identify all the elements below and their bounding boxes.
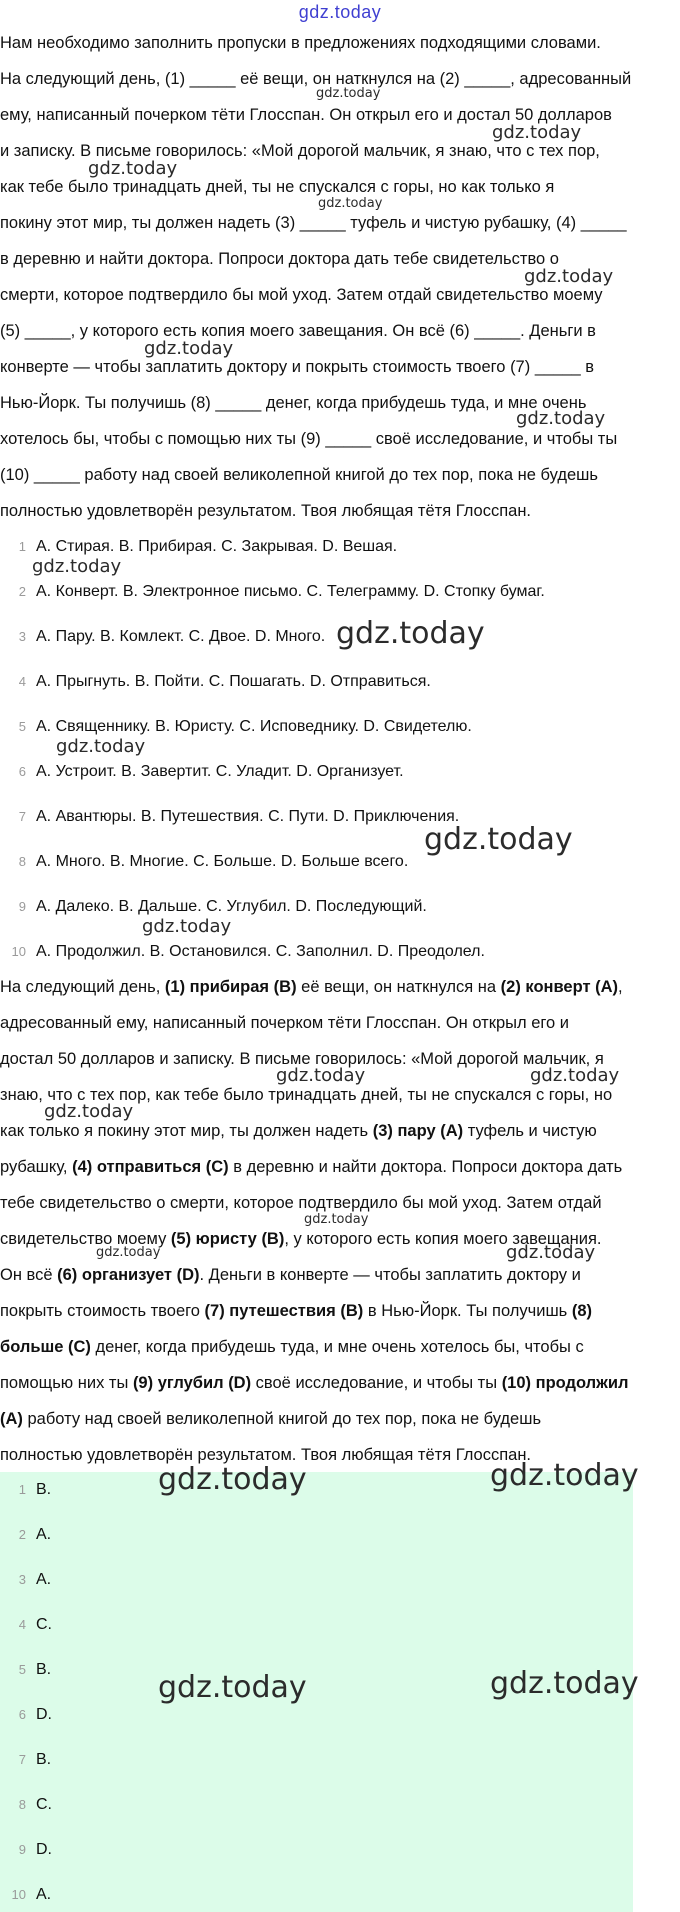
solution-text: ,: [618, 978, 623, 996]
answer-highlight: (5) юристу: [170, 1230, 257, 1248]
solution-line: достал 50 долларов и записку. В письме говорилось: «Мой дорогой мальчик, я: [0, 1050, 604, 1068]
option-number: 3: [18, 629, 26, 644]
answer-number: 10: [11, 1887, 26, 1902]
option-text: A. Пару. B. Комлект. C. Двое. D. Много.: [36, 628, 326, 645]
task-line: (5) _____, у которого есть копия моего завещания. Он всё (6) _____. Деньги в: [0, 322, 596, 340]
answer-highlight: (10) продолжил: [501, 1374, 629, 1392]
task-line: На следующий день, (1) _____ её вещи, он наткнулся на (2) _____, адресованный: [0, 70, 632, 88]
watermark: gdz.today: [44, 1101, 134, 1122]
solution-text: , у которого есть копия моего завещания.: [284, 1230, 602, 1248]
answer-value: C.: [36, 1616, 52, 1633]
solution-text: в деревню и найти доктора. Попроси доктора дать: [228, 1158, 623, 1176]
answer-number: 1: [18, 1482, 26, 1497]
answer-letter: (B): [261, 1230, 285, 1248]
option-number: 10: [11, 944, 26, 959]
solution-line: [0, 1372, 678, 1394]
answer-value: A.: [36, 1571, 52, 1588]
answer-value: B.: [36, 1661, 52, 1678]
watermark: gdz.today: [530, 1065, 620, 1086]
option-text: A. Много. B. Многие. C. Больше. D. Больше всего.: [36, 853, 409, 870]
watermark: gdz.today: [506, 1242, 596, 1263]
option-number: 2: [18, 584, 26, 599]
solution-line: [0, 976, 678, 998]
watermark: gdz.today: [144, 338, 234, 359]
answer-letter: (D): [228, 1374, 252, 1392]
solution-line: полностью удовлетворён результатом. Твоя любящая тётя Глосспан.: [0, 1446, 532, 1464]
option-text: A. Далеко. B. Дальше. C. Углубил. D. Последующий.: [36, 898, 427, 915]
solution-line: адресованный ему, написанный почерком тёти Глосспан. Он открыл его и: [0, 1014, 570, 1032]
option-number: 9: [18, 899, 26, 914]
solution-text: денег, когда прибудешь туда, и мне очень хотелось бы, чтобы с: [90, 1338, 584, 1356]
answer-row: [0, 1795, 400, 1815]
watermark: gdz.today: [158, 1462, 307, 1497]
answer-value: A.: [36, 1526, 52, 1543]
answer-row: [0, 1885, 400, 1905]
task-line: конверте — чтобы заплатить доктору и покрыть стоимость твоего (7) _____ в: [0, 358, 595, 376]
option-text: A. Авантюры. B. Путешествия. C. Пути. D. Приключения.: [36, 808, 460, 825]
option-number: 6: [18, 764, 26, 779]
option-text: A. Устроит. B. Завертит. C. Уладит. D. Организует.: [36, 763, 404, 780]
answer-highlight: (8): [571, 1302, 593, 1320]
answer-highlight: (4) отправиться: [72, 1158, 202, 1176]
solution-line: знаю, что с тех пор, как тебе было тринадцать дней, ты не спускался с горы, но: [0, 1086, 613, 1104]
solution-line: [0, 1408, 678, 1430]
answer-highlight: (2) конверт: [500, 978, 591, 996]
answer-number: 4: [18, 1617, 26, 1632]
watermark: gdz.today: [32, 556, 122, 577]
answer-number: 3: [18, 1572, 26, 1587]
watermark: gdz.today: [490, 1666, 639, 1701]
answer-letter: (A): [440, 1122, 464, 1140]
solution-text: туфель и чистую: [463, 1122, 597, 1140]
answer-number: 2: [18, 1527, 26, 1542]
answer-letter: (A): [0, 1410, 23, 1428]
option-row: [0, 852, 680, 872]
option-text: A. Продолжил. B. Остановился. C. Заполнил. D. Преодолел.: [36, 943, 485, 960]
option-text: A. Прыгнуть. B. Пойти. C. Пошагать. D. Отправиться.: [36, 673, 431, 690]
watermark: gdz.today: [318, 196, 383, 211]
task-line: ему, написанный почерком тёти Глосспан. Он открыл его и достал 50 долларов: [0, 106, 612, 124]
option-number: 5: [18, 719, 26, 734]
answer-letter: (B): [340, 1302, 364, 1320]
solution-text: её вещи, он наткнулся на: [296, 978, 501, 996]
task-line: хотелось бы, чтобы с помощью них ты (9) _____ своё исследование, и чтобы ты: [0, 430, 618, 448]
option-row: [0, 537, 680, 557]
answer-value: B.: [36, 1481, 52, 1498]
answer-value: A.: [36, 1886, 52, 1903]
answer-number: 8: [18, 1797, 26, 1812]
answer-highlight: (3) пару: [372, 1122, 436, 1140]
answer-letter: (C): [68, 1338, 91, 1356]
solution-text: . Деньги в конверте — чтобы заплатить доктору и: [199, 1266, 581, 1284]
solution-text: На следующий день,: [0, 978, 165, 996]
task-line: покину этот мир, ты должен надеть (3) _____ туфель и чистую рубашку, (4) _____: [0, 214, 627, 232]
solution-text: свидетельство моему: [0, 1230, 171, 1248]
solution-text: своё исследование, и чтобы ты: [251, 1374, 502, 1392]
watermark: gdz.today: [336, 616, 485, 651]
task-line: (10) _____ работу над своей великолепной книгой до тех пор, пока не будешь: [0, 466, 598, 484]
solution-line: [0, 1336, 678, 1358]
answer-number: 9: [18, 1842, 26, 1857]
option-row: [0, 942, 680, 962]
option-row: [0, 807, 680, 827]
watermark: gdz.today: [524, 266, 614, 287]
solution-text: покрыть стоимость твоего: [0, 1302, 205, 1320]
task-line: Нью-Йорк. Ты получишь (8) _____ денег, когда прибудешь туда, и мне очень: [0, 394, 587, 412]
task-line: полностью удовлетворён результатом. Твоя любящая тётя Глосспан.: [0, 502, 532, 520]
option-number: 7: [18, 809, 26, 824]
watermark: gdz.today: [304, 1212, 369, 1227]
task-line: смерти, которое подтвердило бы мой уход. Затем отдай свидетельство моему: [0, 286, 603, 304]
answer-number: 6: [18, 1707, 26, 1722]
task-line: и записку. В письме говорилось: «Мой дорогой мальчик, я знаю, что с тех пор,: [0, 142, 600, 160]
answer-value: C.: [36, 1796, 52, 1813]
watermark: gdz.today: [56, 736, 146, 757]
answer-row: [0, 1750, 400, 1770]
answer-number: 7: [18, 1752, 26, 1767]
option-text: A. Стирая. B. Прибирая. C. Закрывая. D. Вешая.: [36, 538, 398, 555]
site-header-logo[interactable]: gdz.today: [298, 2, 382, 22]
answer-row: [0, 1840, 400, 1860]
task-line: в деревню и найти доктора. Попроси доктора дать тебе свидетельство о: [0, 250, 559, 268]
answer-letter: (A): [595, 978, 619, 996]
answer-value: D.: [36, 1706, 52, 1723]
solution-line: [0, 1264, 678, 1286]
option-number: 8: [18, 854, 26, 869]
solution-text: работу над своей великолепной книгой до тех пор, пока не будешь: [22, 1410, 542, 1428]
task-line: как тебе было тринадцать дней, ты не спускался с горы, но как только я: [0, 178, 555, 196]
option-text: A. Священнику. B. Юристу. C. Исповеднику. D. Свидетелю.: [36, 718, 472, 735]
solution-line: [0, 1120, 678, 1142]
answer-highlight: (6) организует: [57, 1266, 172, 1284]
watermark: gdz.today: [516, 408, 606, 429]
answer-highlight: (1) прибирая: [164, 978, 270, 996]
answer-row: [0, 1615, 400, 1635]
answer-value: D.: [36, 1841, 52, 1858]
solution-line: [0, 1156, 678, 1178]
answer-number: 5: [18, 1662, 26, 1677]
solution-text: помощью них ты: [0, 1374, 133, 1392]
option-row: [0, 582, 680, 602]
option-row: [0, 672, 680, 692]
answer-row: [0, 1525, 400, 1545]
option-text: A. Конверт. B. Электронное письмо. C. Телеграмму. D. Стопку бумаг.: [36, 583, 545, 600]
answer-value: B.: [36, 1751, 52, 1768]
option-row: [0, 762, 680, 782]
answer-row: [0, 1570, 400, 1590]
solution-line: тебе свидетельство о смерти, которое подтвердило бы мой уход. Затем отдай: [0, 1194, 602, 1212]
watermark: gdz.today: [316, 86, 381, 101]
answer-letter: (C): [205, 1158, 229, 1176]
solution-text: рубашку,: [0, 1158, 73, 1176]
watermark: gdz.today: [142, 916, 232, 937]
answer-row: [0, 1705, 400, 1725]
answer-highlight: (7) путешествия: [204, 1302, 336, 1320]
watermark: gdz.today: [158, 1670, 307, 1705]
watermark: gdz.today: [424, 822, 573, 857]
answer-letter: (B): [273, 978, 297, 996]
solution-text: как только я покину этот мир, ты должен надеть: [0, 1122, 373, 1140]
watermark: gdz.today: [88, 158, 178, 179]
watermark: gdz.today: [490, 1458, 639, 1493]
watermark: gdz.today: [276, 1065, 366, 1086]
watermark: gdz.today: [492, 122, 582, 143]
watermark: gdz.today: [96, 1245, 161, 1260]
task-instruction: Нам необходимо заполнить пропуски в предложениях подходящими словами.: [0, 34, 601, 52]
solution-line: [0, 1300, 678, 1322]
option-row: [0, 897, 680, 917]
answer-highlight: больше: [0, 1338, 64, 1356]
solution-text: в Нью-Йорк. Ты получишь: [363, 1302, 572, 1320]
solution-text: Он всё: [0, 1266, 58, 1284]
option-number: 4: [18, 674, 26, 689]
option-row: [0, 717, 680, 737]
answer-letter: (D): [176, 1266, 200, 1284]
answer-highlight: (9) углубил: [132, 1374, 224, 1392]
option-number: 1: [18, 539, 26, 554]
